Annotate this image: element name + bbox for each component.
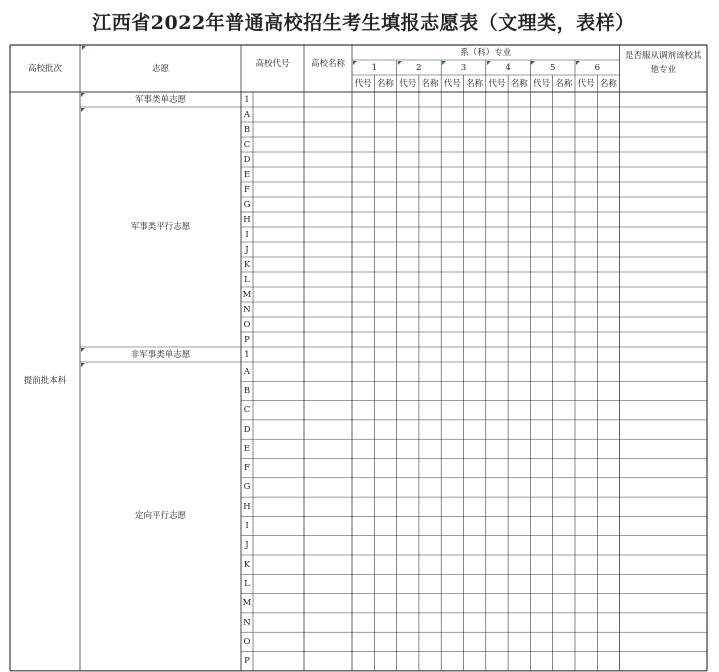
header-major-number: 2: [416, 62, 422, 73]
row-letter: G: [243, 199, 251, 210]
row-letter: C: [243, 405, 251, 415]
form-grid: [10, 0, 717, 672]
row-letter: 1: [244, 349, 250, 360]
section-label: 军事类单志愿: [134, 94, 187, 105]
row-letter: 1: [244, 94, 250, 105]
header-code: 代号: [399, 78, 417, 89]
row-letter: E: [243, 169, 251, 180]
row-letter: O: [243, 319, 251, 330]
header-marker: [442, 61, 446, 65]
header-major-number: 1: [371, 62, 378, 73]
row-letter: A: [243, 109, 251, 120]
header-name: 名称: [376, 78, 394, 89]
header-code: 代号: [533, 78, 551, 89]
row-letter: H: [243, 501, 251, 512]
batch-label: 提前批本科: [23, 376, 67, 387]
row-letter: J: [245, 540, 249, 551]
header-code: 代号: [488, 78, 506, 89]
header-name: 名称: [466, 78, 484, 89]
header-school-code: 高校代号: [255, 58, 290, 69]
header-school-name: 高校名称: [310, 58, 346, 69]
row-letter: B: [243, 124, 251, 135]
section-marker: [81, 363, 85, 367]
header-major-number: 6: [594, 62, 601, 73]
row-letter: N: [243, 304, 251, 315]
row-letter: K: [243, 559, 251, 570]
row-letter: C: [243, 139, 251, 150]
header-name: 名称: [599, 78, 617, 89]
header-marker: [576, 61, 580, 65]
volunteer-marker: [82, 46, 86, 50]
row-letter: F: [244, 184, 250, 195]
header-batch: 高校批次: [27, 63, 63, 74]
header-major-number: 4: [505, 62, 511, 73]
header-major-number: 3: [460, 62, 467, 73]
row-letter: B: [243, 385, 251, 396]
row-letter: A: [243, 366, 251, 377]
row-letter: J: [245, 244, 249, 255]
header-marker: [353, 61, 357, 65]
row-letter: H: [243, 214, 251, 225]
section-label: 军事类平行志愿: [130, 221, 191, 232]
row-letter: P: [244, 655, 250, 666]
row-letter: N: [243, 617, 251, 628]
row-letter: L: [244, 274, 250, 285]
row-letter: O: [243, 636, 251, 647]
row-letter: I: [245, 229, 249, 240]
row-letter: L: [244, 578, 250, 589]
form-title: 江西省2022年普通高校招生考生填报志愿表（文理类，表样）: [92, 12, 635, 34]
section-label: 非军事类单志愿: [130, 349, 191, 360]
header-code: 代号: [443, 78, 461, 89]
row-letter: D: [243, 154, 251, 165]
header-adjust: 是否服从调剂该校其他专业: [625, 50, 702, 75]
header-marker: [398, 61, 402, 65]
section-marker: [81, 93, 85, 97]
header-marker: [487, 61, 491, 65]
row-letter: M: [242, 598, 252, 608]
row-letter: G: [243, 482, 251, 493]
row-letter: E: [243, 443, 251, 454]
section-label: 定向平行志愿: [134, 511, 187, 522]
header-name: 名称: [421, 78, 439, 89]
header-code: 代号: [354, 78, 372, 89]
row-letter: M: [242, 289, 252, 300]
section-marker: [81, 348, 85, 352]
header-major-group: 系（科）专业: [460, 47, 512, 58]
row-letter: K: [243, 259, 251, 270]
section-marker: [81, 108, 85, 112]
header-name: 名称: [510, 78, 528, 89]
row-letter: P: [244, 334, 250, 345]
row-letter: D: [243, 424, 251, 435]
header-marker: [531, 61, 535, 65]
row-letter: I: [245, 520, 249, 531]
row-letter: F: [244, 462, 250, 473]
header-name: 名称: [555, 78, 573, 89]
volunteer-form-sheet: [10, 0, 717, 672]
header-major-number: 5: [549, 62, 556, 73]
header-code: 代号: [577, 78, 595, 89]
header-volunteer: 志愿: [151, 63, 170, 74]
